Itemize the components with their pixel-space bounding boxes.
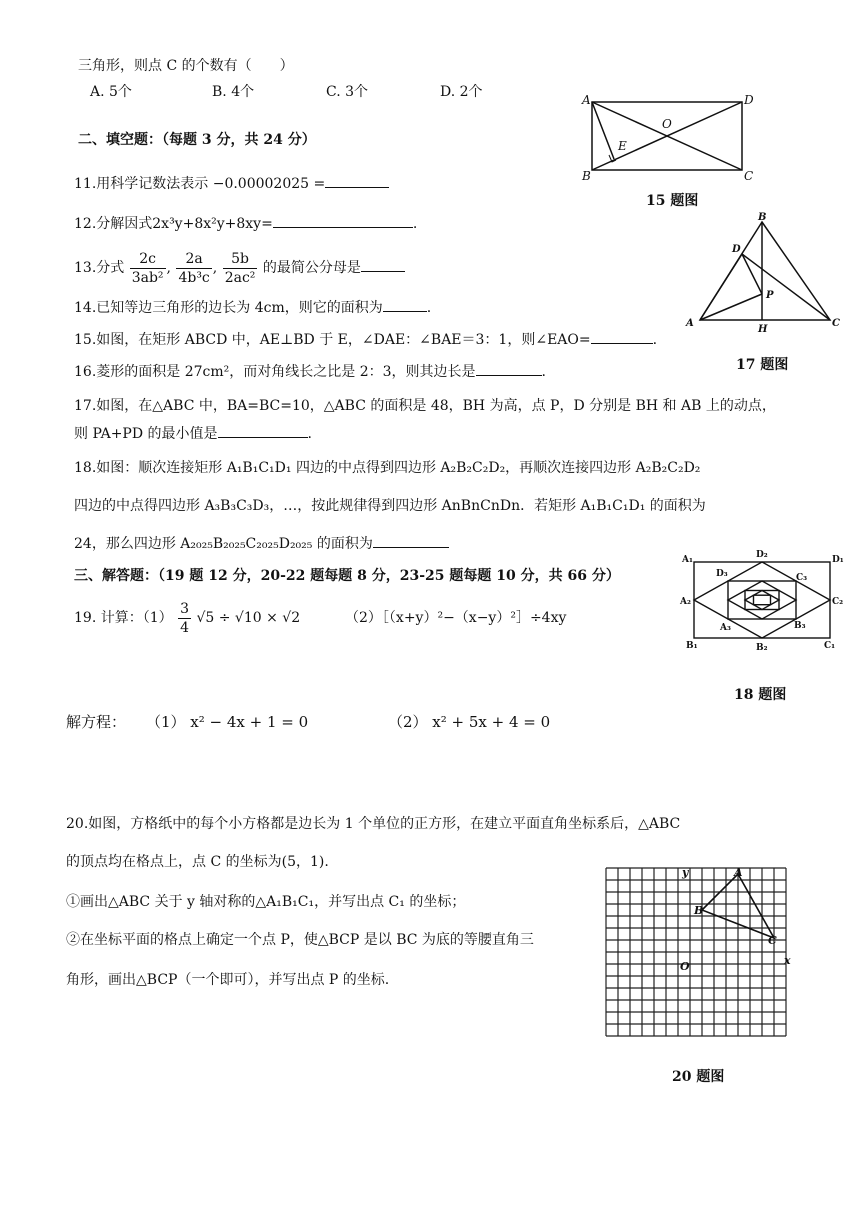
fig20-label-o: O bbox=[680, 960, 690, 973]
equation-1: （1） x² − 4x + 1 = 0 bbox=[146, 713, 309, 731]
coordinate-grid bbox=[606, 868, 786, 1036]
fig20-label-b: B bbox=[694, 904, 704, 917]
q19 bbox=[74, 596, 566, 640]
q13-frac-1: $\frac{2c}{\text{3ab²}}$ bbox=[131, 250, 164, 286]
q18-line1: 18.如图：顺次连接矩形 A₁B₁C₁D₁ 四边的中点得到四边形 A₂B₂C₂D₂，再顺次连接四边形 A₂B₂C₂D₂ bbox=[74, 460, 701, 476]
q12-text: 12.分解因式2x³y+8x²y+8xy= bbox=[74, 216, 273, 232]
q19-part1-rest: √5 ÷ √10 × √2 bbox=[196, 610, 301, 626]
fig20-label-x: x bbox=[784, 954, 791, 967]
fig18-label-d2: D₂ bbox=[756, 550, 768, 560]
fig17-label-d: D bbox=[732, 244, 741, 255]
fig18-label-b3: B₃ bbox=[794, 621, 806, 631]
q14: 14.已知等边三角形的边长为 4cm，则它的面积为 . bbox=[74, 300, 432, 316]
fig20-label-c: C bbox=[768, 934, 777, 947]
fig15-label-a: A bbox=[582, 93, 591, 107]
fig20-label-y: y bbox=[682, 866, 689, 879]
figure-20-caption: 20 题图 bbox=[672, 1069, 725, 1085]
segment-ap bbox=[700, 294, 762, 320]
q11-blank bbox=[325, 187, 389, 188]
fig18-label-c2: C₂ bbox=[832, 597, 844, 607]
fig17-label-b: B bbox=[758, 212, 767, 223]
figure-17-caption: 17 题图 bbox=[736, 357, 789, 373]
q10-option-b: B. 4个 bbox=[212, 84, 255, 100]
q10-option-d: D. 2个 bbox=[440, 84, 483, 100]
figure-18 bbox=[678, 548, 848, 654]
q20-line1: 20.如图，方格纸中的每个小方格都是边长为 1 个单位的正方形，在建立平面直角坐标系后，△ABC bbox=[66, 816, 681, 832]
fig17-label-a: A bbox=[686, 318, 694, 329]
fig20-label-a: A bbox=[734, 866, 743, 879]
q18-text: 24，那么四边形 A₂₀₂₅B₂₀₂₅C₂₀₂₅D₂₀₂₅ 的面积为 bbox=[74, 536, 373, 552]
rhombus-a2b2c2d2 bbox=[694, 562, 830, 638]
figure-15 bbox=[578, 92, 754, 183]
q14-text: 14.已知等边三角形的边长为 4cm，则它的面积为 bbox=[74, 300, 383, 316]
q20-line2: 的顶点均在格点上，点 C 的坐标为(5，1). bbox=[66, 854, 329, 870]
q11 bbox=[74, 174, 389, 194]
q19-label: 19. 计算：（1） bbox=[74, 610, 173, 626]
q19-part2: （2）［（x+y）²−（x−y）²］÷4xy bbox=[345, 610, 567, 626]
fig18-label-a1: A₁ bbox=[682, 555, 693, 565]
fig18-label-a2: A₂ bbox=[680, 597, 691, 607]
q15-text: 15.如图，在矩形 ABCD 中，AE⊥BD 于 E，∠DAE：∠BAE＝3：1，则∠EAO= bbox=[74, 332, 591, 348]
q13-suffix: 的最简公分母是 bbox=[262, 260, 361, 276]
q18-line3 bbox=[74, 534, 449, 554]
q16-text: 16.菱形的面积是 27cm²，而对角线长之比是 2：3，则其边长是 bbox=[74, 364, 476, 380]
q13-frac-2: $\frac{2a}{\text{4b³c}}$ bbox=[178, 250, 210, 286]
q12: 12.分解因式2x³y+8x²y+8xy= . bbox=[74, 216, 418, 232]
q14-blank bbox=[383, 311, 427, 312]
q10-stem: 三角形，则点 C 的个数有（ ） bbox=[78, 58, 294, 74]
q13-blank bbox=[361, 271, 405, 272]
rect-a1b1c1d1 bbox=[694, 562, 830, 638]
q17-line1: 17.如图，在△ABC 中，BA=BC=10，△ABC 的面积是 48，BH 为高，点 P，D 分别是 BH 和 AB 上的动点， bbox=[74, 398, 776, 414]
q18-line2: 四边的中点得四边形 A₃B₃C₃D₃，…，按此规律得到四边形 AnBnCnDn．若矩形 A₁B₁C₁D₁ 的面积为 bbox=[74, 498, 706, 514]
q13-prefix: 13.分式 bbox=[74, 260, 125, 276]
figure-15-caption: 15 题图 bbox=[646, 193, 699, 209]
q16: 16.菱形的面积是 27cm²，而对角线长之比是 2：3，则其边长是 . bbox=[74, 364, 546, 380]
segment-dp bbox=[742, 254, 762, 294]
figure-18-caption: 18 题图 bbox=[734, 687, 787, 703]
q11-text: 11.用科学记数法表示 −0.00002025 = bbox=[74, 176, 326, 192]
fig17-label-p: P bbox=[766, 290, 774, 301]
section2-title: 二、填空题：（每题 3 分，共 24 分） bbox=[78, 132, 316, 148]
q12-blank bbox=[273, 227, 413, 228]
fig15-label-d: D bbox=[744, 93, 754, 107]
q15: 15.如图，在矩形 ABCD 中，AE⊥BD 于 E，∠DAE：∠BAE＝3：1，则∠EAO= . bbox=[74, 332, 658, 348]
fig18-label-d1: D₁ bbox=[832, 555, 844, 565]
fig15-label-o: O bbox=[662, 117, 672, 131]
segment-dc bbox=[742, 254, 830, 320]
q13: 13.分式 $\frac{2c}{\text{3ab²}}$ , $\frac{2a}{\text{4b³c}}$ , $\frac{5b}{\text{2ac²}}$ 的最简公分母是 bbox=[74, 246, 405, 290]
q20-line5: 角形，画出△BCP（一个即可），并写出点 P 的坐标. bbox=[66, 972, 390, 988]
fig18-label-c3: C₃ bbox=[796, 573, 808, 583]
section3-title: 三、解答题：（19 题 12 分，20-22 题每题 8 分，23-25 题每题 10 分，共 66 分） bbox=[74, 568, 620, 584]
q19-frac: $\frac{3}{4}$ bbox=[180, 600, 189, 636]
fig15-label-b: B bbox=[582, 169, 591, 183]
q17-line2: 则 PA+PD 的最小值是 . bbox=[74, 426, 312, 442]
fig18-label-c1: C₁ bbox=[824, 641, 836, 651]
q10-option-a: A. 5个 bbox=[90, 84, 132, 100]
fig18-label-b2: B₂ bbox=[756, 643, 768, 653]
figure-20 bbox=[600, 864, 798, 1042]
fig18-label-b1: B₁ bbox=[686, 641, 698, 651]
equation-2: （2） x² + 5x + 4 = 0 bbox=[388, 713, 551, 731]
fig18-label-d3: D₃ bbox=[716, 569, 728, 579]
equations-label: 解方程： bbox=[66, 713, 127, 731]
q13-frac-3: $\frac{5b}{\text{2ac²}}$ bbox=[224, 250, 256, 286]
fig17-label-h: H bbox=[758, 324, 768, 335]
segment-ad bbox=[700, 254, 742, 320]
q20-line4: ②在坐标平面的格点上确定一个点 P，使△BCP 是以 BC 为底的等腰直角三 bbox=[66, 932, 534, 948]
fig15-label-c: C bbox=[744, 169, 754, 183]
fig15-label-e: E bbox=[618, 139, 627, 153]
q17-blank bbox=[218, 437, 308, 438]
fig18-label-a3: A₃ bbox=[720, 623, 731, 633]
figure-17 bbox=[678, 210, 848, 338]
q20-line3: ①画出△ABC 关于 y 轴对称的△A₁B₁C₁，并写出点 C₁ 的坐标； bbox=[66, 894, 466, 910]
q16-blank bbox=[476, 375, 542, 376]
q18-blank bbox=[373, 547, 449, 548]
q15-blank bbox=[591, 343, 653, 344]
fig17-label-c: C bbox=[832, 318, 840, 329]
q10-option-c: C. 3个 bbox=[326, 84, 369, 100]
rect-a3b3c3d3 bbox=[728, 581, 796, 619]
q17-text: 则 PA+PD 的最小值是 bbox=[74, 426, 218, 442]
